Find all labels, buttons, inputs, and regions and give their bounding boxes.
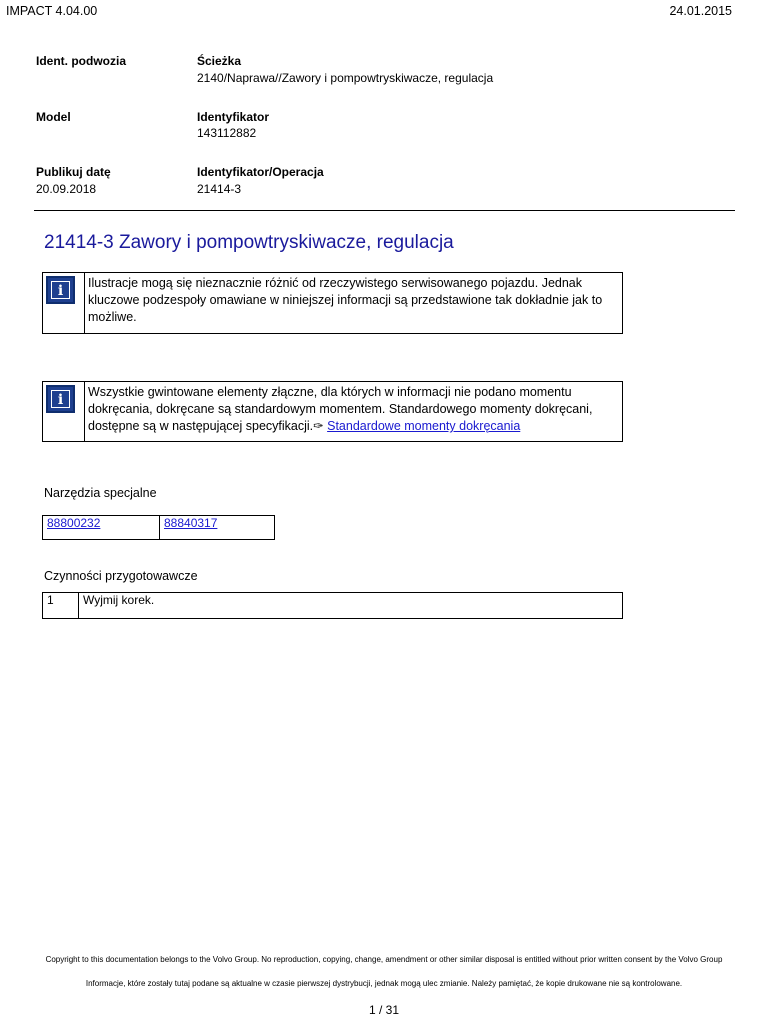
info-note-illustrations [42, 272, 623, 334]
operation-label: Identyfikator/Operacja [197, 165, 324, 179]
prep-heading: Czynności przygotowawcze [44, 569, 198, 583]
prep-steps-table [42, 592, 623, 619]
info-icon: i [46, 385, 75, 413]
copyright-notice: Copyright to this documentation belongs to the Volvo Group. No reproduction, copying, change, amendment or other similar disposal is entitled without prior written consent by the Volvo Group [45, 955, 723, 964]
table-row [43, 593, 623, 619]
tool-link[interactable]: 88800232 [47, 516, 101, 530]
note-text: Wszystkie gwintowane elementy złączne, dla których w informacji nie podano momentu dokręcania, dokręcane są standardowym momentem. Standardowego momenty dokręcani, dostępne są w następującej specyfikacji. [88, 385, 593, 433]
path-value: 2140/Naprawa//Zawory i pompowtryskiwacze, regulacja [197, 71, 494, 85]
special-tools-table [42, 515, 275, 540]
page-title: 21414-3 Zawory i pompowtryskiwacze, regulacja [44, 232, 454, 253]
identifier-label: Identyfikator [197, 110, 270, 124]
step-text: Wyjmij korek. [79, 593, 623, 619]
publish-value: 20.09.2018 [36, 182, 97, 196]
operation-value: 21414-3 [197, 182, 242, 196]
page-number: 1 / 31 [368, 1003, 400, 1017]
step-number: 1 [43, 593, 79, 619]
app-version: IMPACT 4.04.00 [6, 4, 98, 18]
identifier-value: 143112882 [197, 126, 257, 140]
chassis-label: Ident. podwozia [36, 54, 126, 68]
special-tools-heading: Narzędzia specjalne [44, 486, 157, 500]
info-icon: i [46, 276, 75, 304]
link-arrow-icon: ✑ [313, 419, 324, 433]
torque-spec-link[interactable]: Standardowe momenty dokręcania [327, 419, 521, 433]
print-control-notice: Informacje, które zostały tutaj podane są aktualne w czasie pierwszej dystrybucji, jednak mogą ulec zmianie. Należy pamiętać, że kopie drukowane nie są kontrolowane. [85, 979, 683, 988]
path-label: Ścieżka [197, 54, 242, 68]
info-note-torque [42, 381, 623, 442]
model-label: Model [36, 110, 71, 124]
tool-link[interactable]: 88840317 [164, 516, 218, 530]
note-text: Ilustracje mogą się nieznacznie różnić od rzeczywistego serwisowanego pojazdu. Jednak kluczowe podzespoły omawiane w niniejszej informacji są przedstawione tak dokładnie jak to możliwe. [88, 276, 603, 324]
print-date: 24.01.2015 [669, 4, 732, 18]
publish-label: Publikuj datę [36, 165, 111, 179]
header-divider [34, 210, 735, 211]
